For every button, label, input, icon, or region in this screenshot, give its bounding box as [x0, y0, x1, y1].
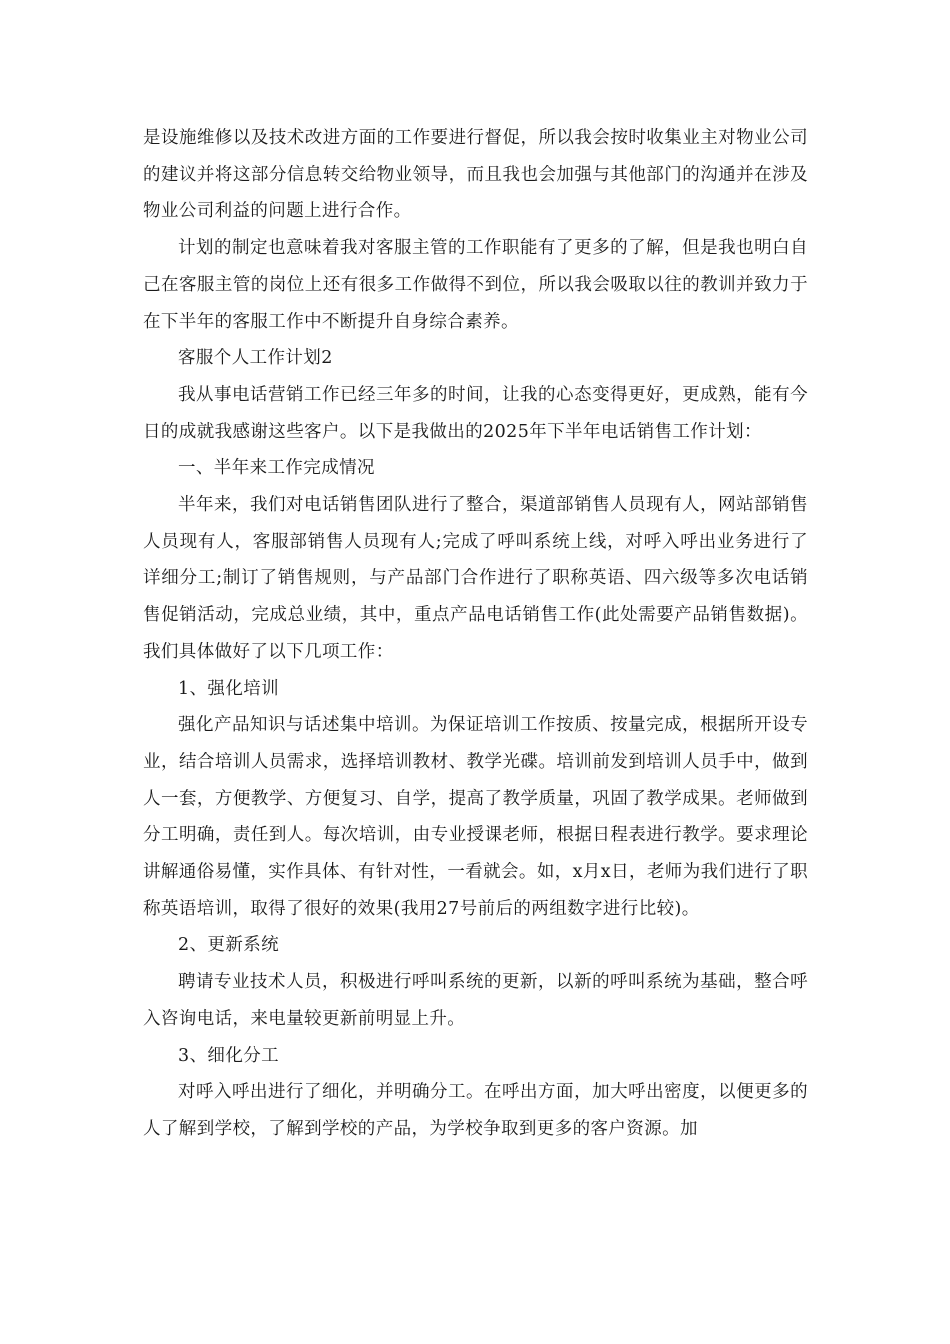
paragraph: 是设施维修以及技术改进方面的工作要进行督促，所以我会按时收集业主对物业公司的建议并将这部分信息转交给物业领导，而且我也会加强与其他部门的沟通并在涉及物业公司利益的问题上进行合作。 [143, 128, 808, 222]
subsection-heading: 1、强化培训 [178, 678, 280, 699]
section-heading: 客服个人工作计划2 [178, 348, 333, 369]
section-heading: 一、半年来工作完成情况 [178, 458, 375, 479]
subsection-heading: 2、更新系统 [178, 935, 280, 956]
paragraph: 强化产品知识与话述集中培训。为保证培训工作按质、按量完成，根据所开设专业，结合培训人员需求，选择培训教材、教学光碟。培训前发到培训人员手中，做到人一套，方便教学、方便复习、自学，提高了教学质量，巩固了教学成果。老师做到分工明确，责任到人。每次培训，由专业授课老师，根据日程表进行教学。要求理论讲解通俗易懂，实作具体、有针对性，一看就会。如，x月x日，老师为我们进行了职称英语培训，取得了很好的效果(我用27号前后的两组数字进行比较)。 [143, 715, 808, 919]
subsection-heading: 3、细化分工 [178, 1045, 280, 1066]
paragraph: 计划的制定也意味着我对客服主管的工作职能有了更多的了解，但是我也明白自己在客服主管的岗位上还有很多工作做得不到位，所以我会吸取以往的教训并致力于在下半年的客服工作中不断提升自身综合素养。 [143, 238, 808, 332]
document-body [143, 120, 808, 1148]
paragraph: 半年来，我们对电话销售团队进行了整合，渠道部销售人员现有人，网站部销售人员现有人，客服部销售人员现有人;完成了呼叫系统上线，对呼入呼出业务进行了详细分工;制订了销售规则，与产品部门合作进行了职称英语、四六级等多次电话销售促销活动，完成总业绩，其中，重点产品电话销售工作(此处需要产品销售数据)。我们具体做好了以下几项工作： [143, 495, 808, 662]
paragraph: 聘请专业技术人员，积极进行呼叫系统的更新，以新的呼叫系统为基础，整合呼入咨询电话，来电量较更新前明显上升。 [143, 972, 808, 1029]
paragraph: 对呼入呼出进行了细化，并明确分工。在呼出方面，加大呼出密度，以便更多的人了解到学校，了解到学校的产品，为学校争取到更多的客户资源。加 [143, 1082, 808, 1139]
paragraph: 我从事电话营销工作已经三年多的时间，让我的心态变得更好，更成熟，能有今日的成就我感谢这些客户。以下是我做出的2025年下半年电话销售工作计划： [143, 384, 808, 442]
